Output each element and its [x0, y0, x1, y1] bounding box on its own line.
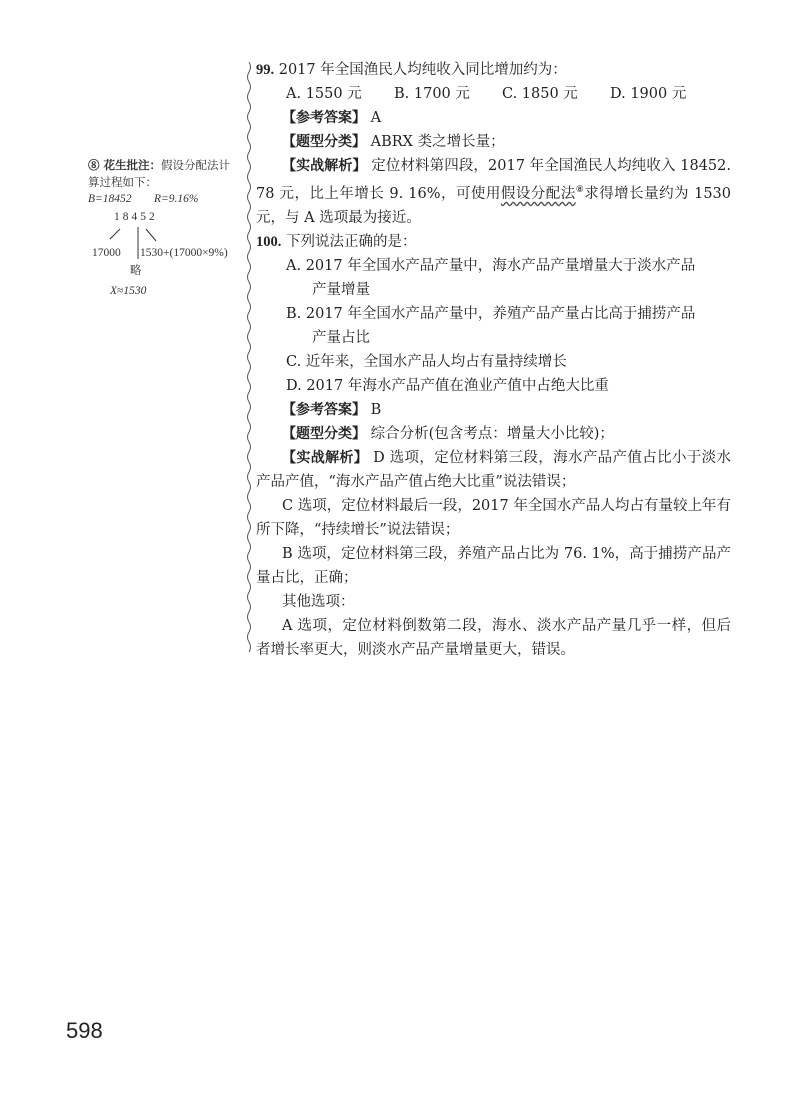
q99-options [256, 82, 731, 106]
side-note-heading: ⑧ 花生批注： [88, 158, 162, 172]
calc-digits: 18452 [114, 211, 158, 223]
calculation-diagram [88, 191, 238, 301]
q99-analysis-sup: ⑧ [575, 185, 585, 195]
calc-omit: 略 [130, 265, 142, 277]
q100-type-tag: 【题型分类】 [282, 425, 366, 442]
calc-b-label: B=18452 [88, 193, 132, 205]
q100-option-b [256, 302, 731, 350]
wavy-divider [246, 62, 252, 652]
q99-analysis-b: 求得增长量约为 1530 元，与 A 选项最为接近。 [256, 185, 732, 226]
side-note-text1: 假设分配法计 [161, 158, 231, 172]
calc-right-part: 1530+(17000×9%) [140, 247, 228, 259]
q100-analysis-d-para [256, 446, 731, 494]
q99-type-tag: 【题型分类】 [282, 134, 366, 150]
q100-option-b-line1: B. 2017 年全国水产品产量中，养殖产品产量占比高于捕捞产品 [286, 305, 696, 322]
q99-analysis-a: 定位材料第四段，2017 年全国渔民人均纯收入 18452. 78 元，比上年增长 9. 16%，可使用 [256, 158, 731, 202]
q100-option-a-line1: A. 2017 年全国水产品产量中，海水产品产量增量大于淡水产品 [286, 257, 696, 274]
q100-type: 综合分析(包含考点：增量大小比较)； [370, 425, 614, 442]
q100-analysis-d: D 选项，定位材料第三段，海水产品产值占比小于淡水产品产值，“海水产品产值占绝大比重”说法错误； [256, 449, 732, 490]
q100-other-label: 其他选项： [282, 593, 355, 610]
q99-stem-line [256, 58, 731, 82]
q100-type-row [256, 422, 731, 446]
q99-answer-tag: 【参考答案】 [282, 110, 366, 126]
q100-option-a-line2: 产量增量 [312, 281, 370, 298]
q99-answer-row [256, 106, 731, 130]
q100-analysis-tag: 【实战解析】 [282, 449, 369, 466]
q99-type-row [256, 130, 731, 154]
q100-analysis-a: A 选项，定位材料倒数第二段，海水、淡水产品产量几乎一样，但后者增长率更大，则淡水产品产量增量更大，错误。 [256, 617, 731, 658]
q100-answer: B [370, 401, 382, 418]
q100-number: 100. [256, 233, 282, 250]
q99-answer: A [370, 110, 382, 126]
side-annotation [88, 157, 238, 301]
q100-analysis-c: C 选项，定位材料最后一段，2017 年全国水产品人均占有量较上年有所下降，“持续增长”说法错误； [256, 497, 731, 538]
page-number: 598 [66, 1018, 103, 1043]
q99-option-b: B. 1700 元 [394, 86, 470, 102]
side-note-text2: 算过程如下： [88, 175, 157, 189]
q99-type: ABRX 类之增长量； [370, 134, 505, 150]
q100-option-b-line2: 产量占比 [312, 329, 370, 346]
q99-analysis-tag: 【实战解析】 [282, 158, 367, 174]
q99-analysis-method: 假设分配法 [500, 185, 576, 202]
q99-option-d: D. 1900 元 [610, 86, 687, 102]
main-content [256, 58, 731, 662]
q100-answer-row [256, 398, 731, 422]
q99-option-a: A. 1550 元 [286, 86, 362, 102]
q99-analysis [256, 154, 731, 230]
q100-option-d: D. 2017 年海水产品产值在渔业产值中占绝大比重 [286, 377, 609, 394]
calc-left-part: 17000 [92, 247, 121, 259]
q99-option-c: C. 1850 元 [502, 86, 578, 102]
q100-option-a [256, 254, 731, 302]
q99-number: 99. [256, 62, 275, 78]
calc-r-label: R=9.16% [154, 193, 199, 205]
calc-result: X≈1530 [110, 285, 147, 297]
q100-stem-line [256, 230, 731, 254]
q99-stem: 2017 年全国渔民人均纯收入同比增加约为： [278, 62, 567, 78]
side-note-heading-line [88, 157, 238, 174]
q100-analysis-b: B 选项，定位材料第三段，养殖产品占比为 76. 1%，高于捕捞产品产量占比，正确； [256, 545, 731, 586]
q100-option-c: C. 近年来，全国水产品人均占有量持续增长 [286, 353, 567, 370]
q100-answer-tag: 【参考答案】 [282, 401, 366, 418]
q100-stem: 下列说法正确的是： [285, 233, 417, 250]
